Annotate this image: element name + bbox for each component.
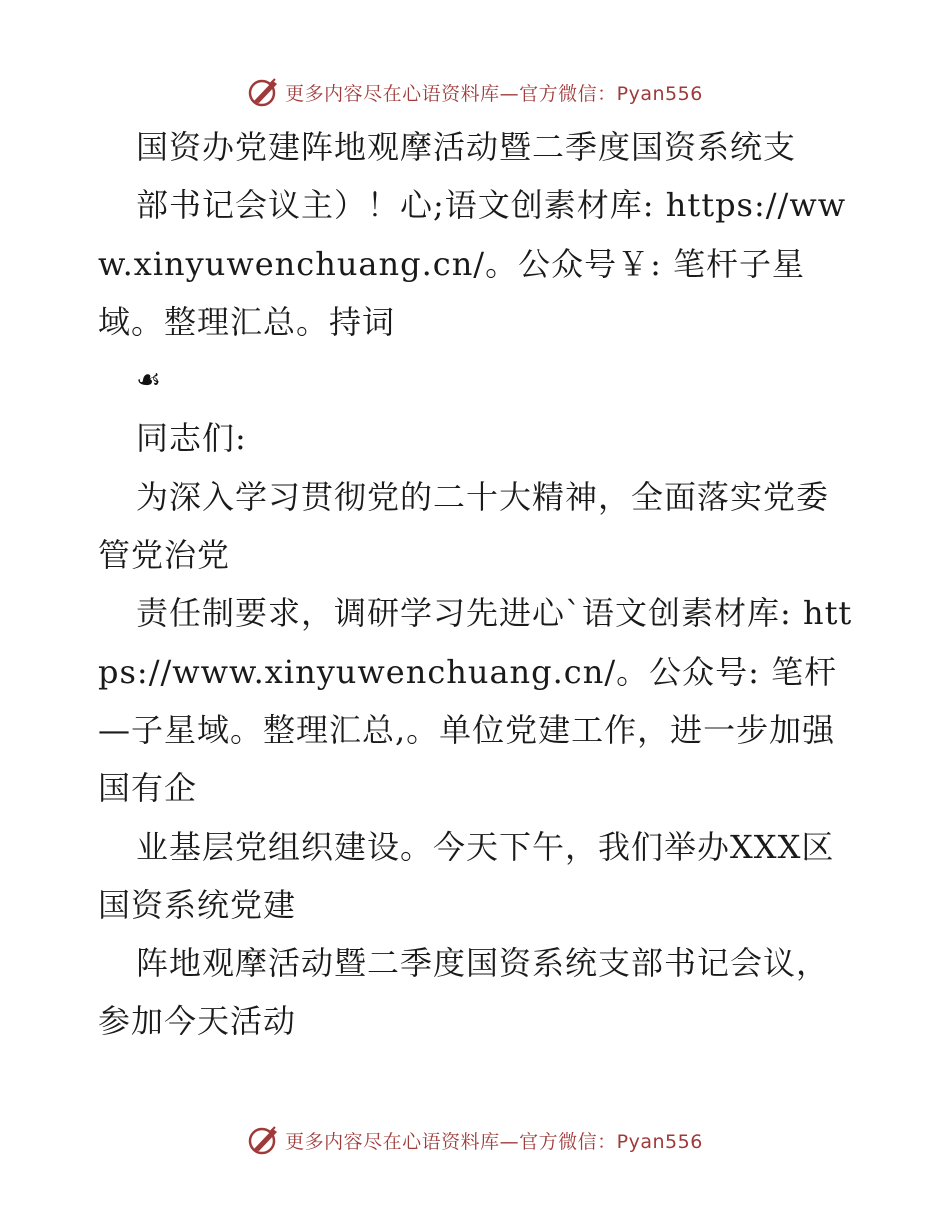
- document-title: 国资办党建阵地观摩活动暨二季度国资系统支: [136, 128, 797, 166]
- document-body: [98, 118, 858, 1051]
- fleuron-ornament-icon: ☙: [136, 363, 163, 397]
- paragraph: 责任制要求，调研学习先进心`语文创素材库: https://www.xinyuwenchuang.cn/。公众号: 笔杆—子星域。整理汇总,。单位党建工作，进一步加强国有企: [98, 594, 853, 808]
- footer-watermark: [0, 1120, 950, 1160]
- watermark-text: 更多内容尽在心语资料库—官方微信：Pyan556: [285, 1130, 703, 1153]
- header-watermark: [0, 72, 950, 112]
- quill-pen-circle-icon: [247, 75, 281, 109]
- salutation: 同志们:: [136, 419, 247, 458]
- document-title-continued: 部书记会议主）！心;语文创素材库: https://www.xinyuwenchuang.cn/。公众号￥: 笔杆子星域。整理汇总。持词: [98, 186, 847, 341]
- paragraph: 阵地观摩活动暨二季度国资系统支部书记会议，参加今天活动: [98, 944, 830, 1041]
- quill-pen-circle-icon: [247, 1123, 281, 1157]
- watermark-text: 更多内容尽在心语资料库—官方微信：Pyan556: [285, 82, 703, 105]
- paragraph: 为深入学习贯彻党的二十大精神，全面落实党委管党治党: [98, 477, 830, 575]
- paragraph: 业基层党组织建设。今天下午，我们举办XXX区国资系统党建: [98, 827, 835, 924]
